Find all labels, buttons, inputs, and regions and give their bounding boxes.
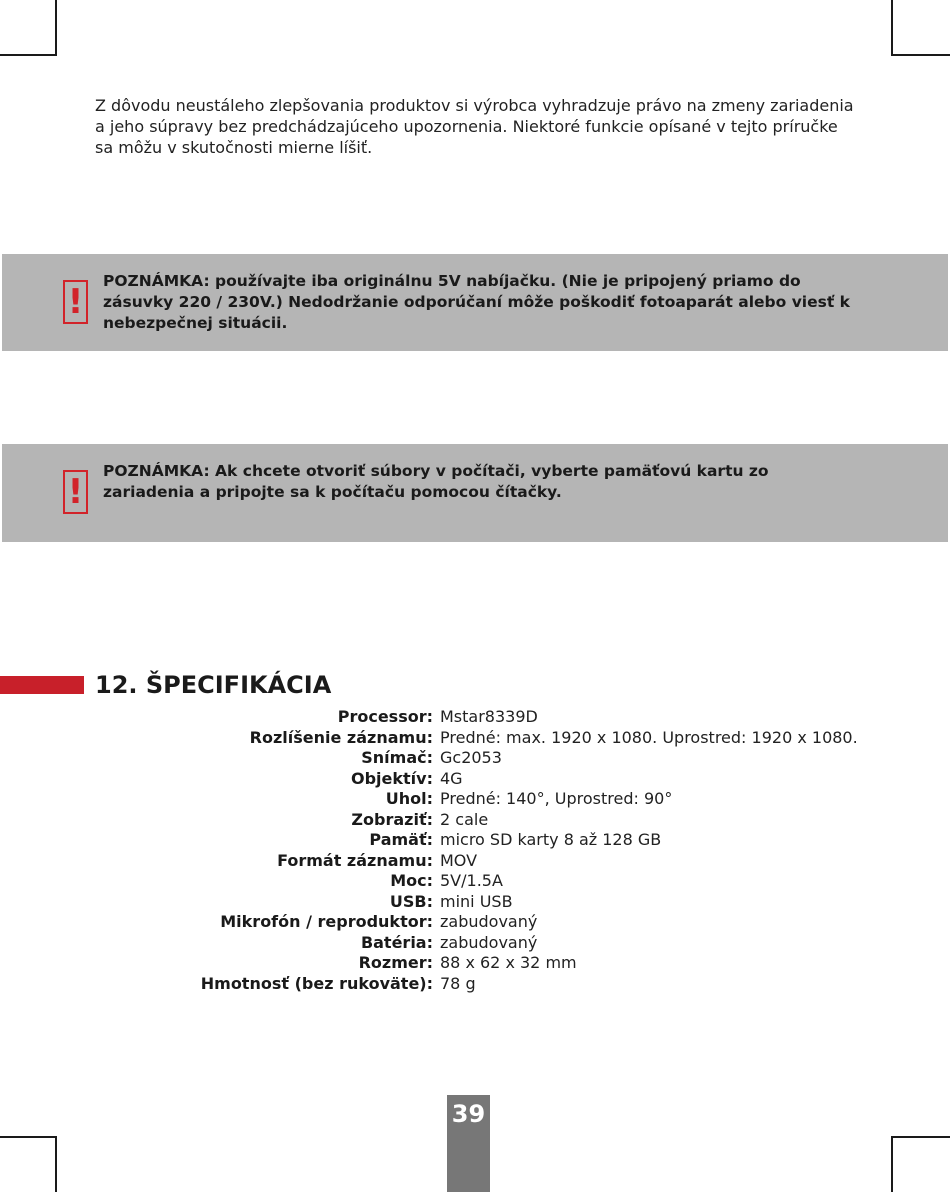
spec-label: Rozmer: xyxy=(358,953,433,972)
spec-label: Hmotnosť (bez rukoväte): xyxy=(200,973,433,993)
spec-value: Predné: max. 1920 x 1080. Uprostred: 1920 x 1080. xyxy=(440,727,858,747)
spec-value: 5V/1.5A xyxy=(440,871,503,890)
crop-mark-br-v xyxy=(891,1136,893,1192)
spec-label: Rozlíšenie záznamu: xyxy=(249,727,433,747)
spec-label: Pamäť: xyxy=(369,830,433,849)
crop-mark-tr-h xyxy=(891,54,950,56)
crop-mark-tl-v xyxy=(55,0,57,56)
spec-value: mini USB xyxy=(440,891,513,911)
spec-label: Uhol: xyxy=(385,789,433,808)
spec-row xyxy=(0,933,950,954)
spec-row xyxy=(0,830,950,851)
spec-label: Snímač: xyxy=(361,748,433,767)
spec-row xyxy=(0,789,950,810)
warning-icon: ! xyxy=(63,280,88,324)
crop-mark-bl-v xyxy=(55,1136,57,1192)
spec-value: 88 x 62 x 32 mm xyxy=(440,953,577,972)
spec-row xyxy=(0,912,950,933)
spec-label: Moc: xyxy=(390,871,433,890)
spec-row xyxy=(0,974,950,995)
spec-label: USB: xyxy=(389,891,433,911)
spec-value: MOV xyxy=(440,850,478,870)
spec-value: Gc2053 xyxy=(440,748,502,767)
spec-value: Mstar8339D xyxy=(440,707,538,726)
spec-row xyxy=(0,769,950,790)
section-accent-bar xyxy=(0,676,84,694)
crop-mark-bl-h xyxy=(0,1136,57,1138)
crop-mark-br-h xyxy=(891,1136,950,1138)
spec-row xyxy=(0,892,950,913)
spec-value: Predné: 140°, Uprostred: 90° xyxy=(440,789,673,808)
spec-value: 78 g xyxy=(440,973,476,993)
note-box-files xyxy=(2,444,948,542)
spec-label: Formát záznamu: xyxy=(277,850,433,870)
spec-value: zabudovaný xyxy=(440,912,538,931)
spec-label: Zobraziť: xyxy=(351,809,433,829)
spec-row xyxy=(0,728,950,749)
note-text: POZNÁMKA: používajte iba originálnu 5V nabíjačku. (Nie je pripojený priamo do zásuvky 220 / 230V.) Nedodržanie odporúčaní môže poškodiť fotoaparát alebo viesť k nebezpečnej situácii. xyxy=(103,272,850,332)
spec-label: Objektív: xyxy=(351,768,433,788)
spec-value: 2 cale xyxy=(440,809,489,829)
spec-label: Mikrofón / reproduktor: xyxy=(220,912,433,931)
note-text: POZNÁMKA: Ak chcete otvoriť súbory v počítači, vyberte pamäťovú kartu zo zariadenia a pripojte sa k počítaču pomocou čítačky. xyxy=(103,462,769,501)
intro-paragraph: Z dôvodu neustáleho zlepšovania produktov si výrobca vyhradzuje právo na zmeny zariadenia a jeho súpravy bez predchádzajúceho upozornenia. Niektoré funkcie opísané v tejto príručke sa môžu v skutočnosti mierne líšiť. xyxy=(95,96,854,157)
note-box-charger xyxy=(2,254,948,351)
spec-row xyxy=(0,851,950,872)
section-title: 12. ŠPECIFIKÁCIA xyxy=(95,671,332,699)
spec-label: Batéria: xyxy=(360,932,433,952)
spec-label: Processor: xyxy=(337,707,433,726)
spec-row xyxy=(0,810,950,831)
spec-row xyxy=(0,871,950,892)
spec-value: 4G xyxy=(440,768,463,788)
spec-row xyxy=(0,953,950,974)
page-number: 39 xyxy=(451,1100,486,1128)
spec-value: zabudovaný xyxy=(440,932,538,952)
crop-mark-tr-v xyxy=(891,0,893,56)
crop-mark-tl-h xyxy=(0,54,57,56)
warning-icon: ! xyxy=(63,470,88,514)
spec-value: micro SD karty 8 až 128 GB xyxy=(440,830,662,849)
spec-row xyxy=(0,748,950,769)
spec-row xyxy=(0,707,950,728)
